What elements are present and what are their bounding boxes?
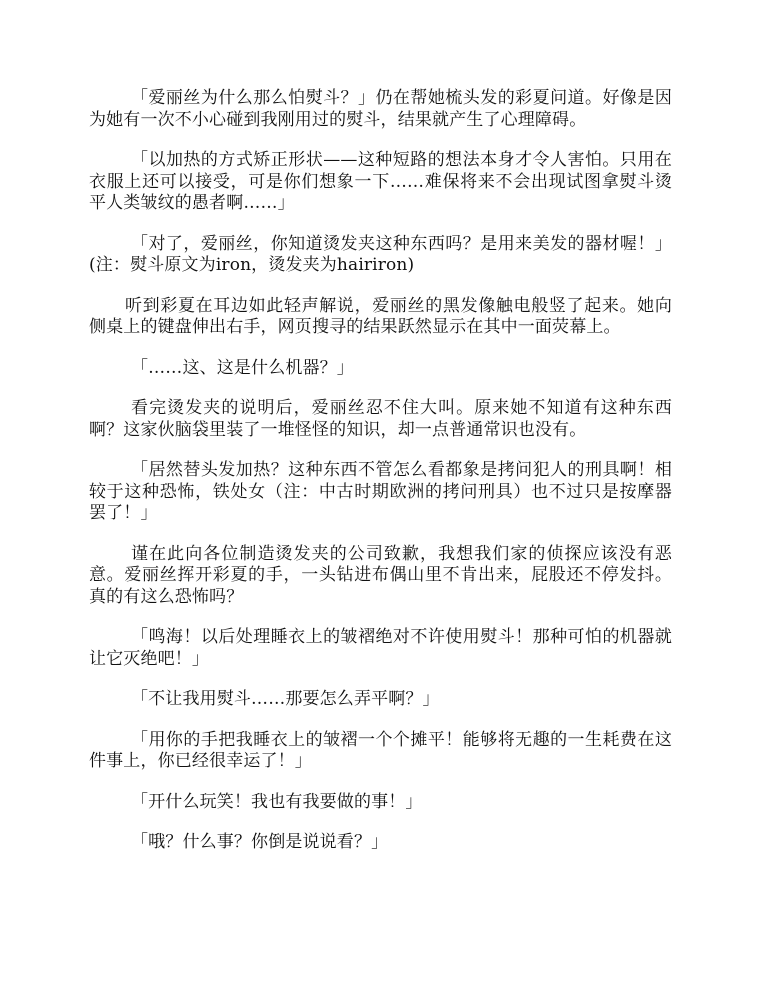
paragraph-3: 「对了，爱丽丝，你知道烫发夹这种东西吗？是用来美发的器材喔！」(注：熨斗原文为iron，烫发夹为hairiron): [89, 233, 672, 275]
paragraph-11: 「用你的手把我睡衣上的皱褶一个个摊平！能够将无趣的一生耗费在这件事上，你已经很幸运了！」: [89, 729, 672, 771]
paragraph-2: 「以加热的方式矫正形状——这种短路的想法本身才令人害怕。只用在衣服上还可以接受，可是你们想象一下……难保将来不会出现试图拿熨斗烫平人类皱纹的愚者啊……」: [89, 150, 672, 213]
paragraph-9: 「鸣海！以后处理睡衣上的皱褶绝对不许使用熨斗！那种可怕的机器就让它灭绝吧！」: [89, 627, 672, 669]
paragraph-1: 「爱丽丝为什么那么怕熨斗？」仍在帮她梳头发的彩夏问道。好像是因为她有一次不小心碰到我刚用过的熨斗，结果就产生了心理障碍。: [89, 88, 672, 130]
document-body: [89, 88, 672, 873]
paragraph-10: 「不让我用熨斗……那要怎么弄平啊？」: [131, 689, 440, 709]
paragraph-7: 「居然替头发加热？这种东西不管怎么看都象是拷问犯人的刑具啊！相较于这种恐怖，铁处女（注：中古时期欧洲的拷问刑具）也不过只是按摩器罢了！」: [89, 460, 672, 523]
paragraph-12: 「开什么玩笑！我也有我要做的事！」: [131, 791, 423, 812]
paragraph-8: 谨在此向各位制造烫发夹的公司致歉，我想我们家的侦探应该没有恶意。爱丽丝挥开彩夏的手，一头钻进布偶山里不肯出来，屁股还不停发抖。真的有这么恐怖吗？: [89, 543, 672, 607]
paragraph-13: 「哦？什么事？你倒是说说看？」: [131, 832, 389, 852]
paragraph-6: 看完烫发夹的说明后，爱丽丝忍不住大叫。原来她不知道有这种东西啊？这家伙脑袋里装了一堆怪怪的知识，却一点普通常识也没有。: [89, 398, 672, 440]
paragraph-5: 「……这、这是什么机器？」: [131, 357, 354, 378]
paragraph-4: 听到彩夏在耳边如此轻声解说，爱丽丝的黑发像触电般竖了起来。她向侧桌上的键盘伸出右手，网页搜寻的结果跃然显示在其中一面荧幕上。: [89, 295, 672, 337]
